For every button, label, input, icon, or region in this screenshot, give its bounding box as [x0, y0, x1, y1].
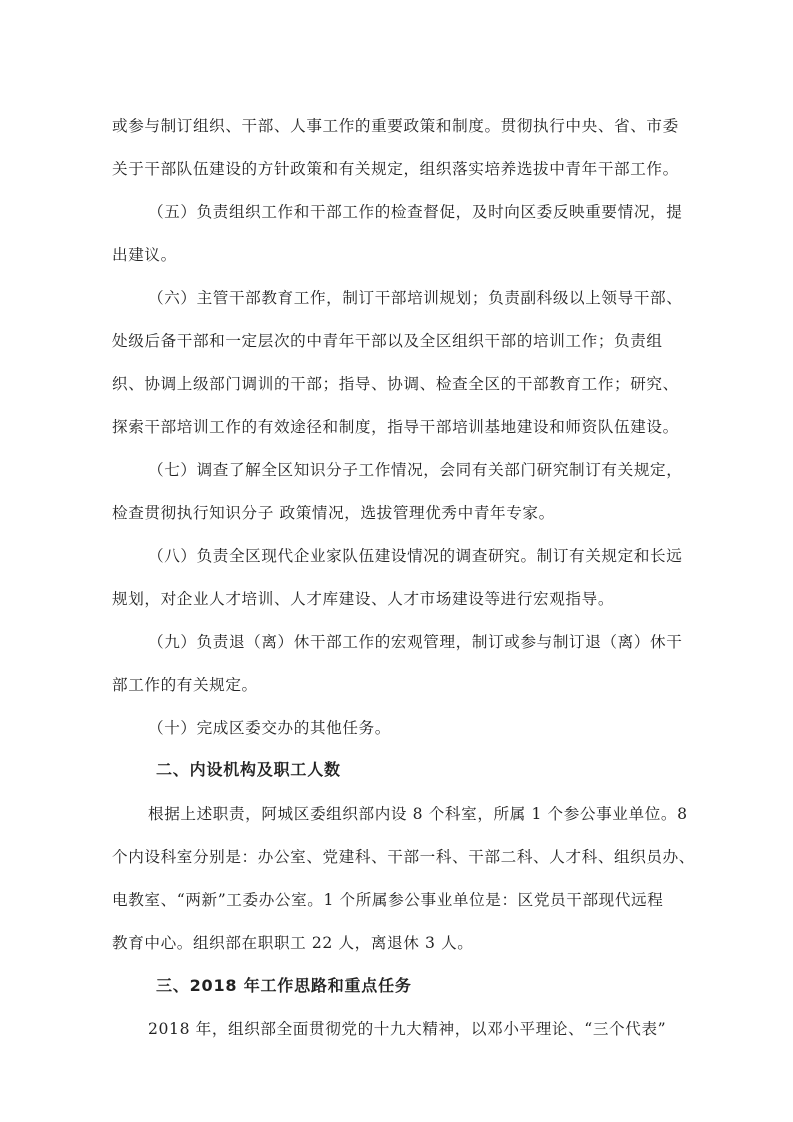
body-line: 电教室、“两新”工委办公室。1 个所属参公事业单位是：区党员干部现代远程 — [112, 891, 664, 909]
body-line: 或参与制订组织、干部、人事工作的重要政策和制度。贯彻执行中央、省、市委 — [112, 117, 679, 135]
body-line: 教育中心。组织部在职职工 22 人，离退休 3 人。 — [112, 934, 474, 952]
body-line: （六）主管干部教育工作，制订干部培训规划；负责副科级以上领导干部、 — [148, 289, 683, 307]
body-line: 2018 年，组织部全面贯彻党的十九大精神，以邓小平理论、“三个代表” — [148, 1020, 667, 1038]
body-line: （九）负责退（离）休干部工作的宏观管理，制订或参与制订退（离）休干 — [148, 633, 683, 651]
section-heading: 三、2018 年工作思路和重点任务 — [156, 976, 412, 995]
body-line: 关于干部队伍建设的方针政策和有关规定，组织落实培养选拔中青年干部工作。 — [112, 160, 679, 178]
body-line: 根据上述职责，阿城区委组织部内设 8 个科室，所属 1 个参公事业单位。8 — [148, 805, 688, 823]
body-line: 检查贯彻执行知识分子 政策情况，选拔管理优秀中青年专家。 — [112, 504, 555, 522]
body-line: 规划，对企业人才培训、人才库建设、人才市场建设等进行宏观指导。 — [112, 590, 615, 608]
body-line: 探索干部培训工作的有效途径和制度，指导干部培训基地建设和师资队伍建设。 — [112, 418, 679, 436]
body-line: （七）调查了解全区知识分子工作情况，会同有关部门研究制订有关规定， — [148, 461, 683, 479]
body-line: （十）完成区委交办的其他任务。 — [148, 719, 391, 737]
section-heading: 二、内设机构及职工人数 — [156, 760, 341, 779]
body-line: （五）负责组织工作和干部工作的检查督促，及时向区委反映重要情况，提 — [148, 203, 683, 221]
body-line: 处级后备干部和一定层次的中青年干部以及全区组织干部的培训工作；负责组 — [112, 332, 663, 350]
body-line: 织、协调上级部门调训的干部；指导、协调、检查全区的干部教育工作；研究、 — [112, 375, 679, 393]
body-line: 出建议。 — [112, 246, 177, 264]
body-line: （八）负责全区现代企业家队伍建设情况的调查研究。制订有关规定和长远 — [148, 547, 683, 565]
body-line: 个内设科室分别是：办公室、党建科、干部一科、干部二科、人才科、组织员办、 — [112, 848, 695, 866]
body-line: 部工作的有关规定。 — [112, 676, 258, 694]
